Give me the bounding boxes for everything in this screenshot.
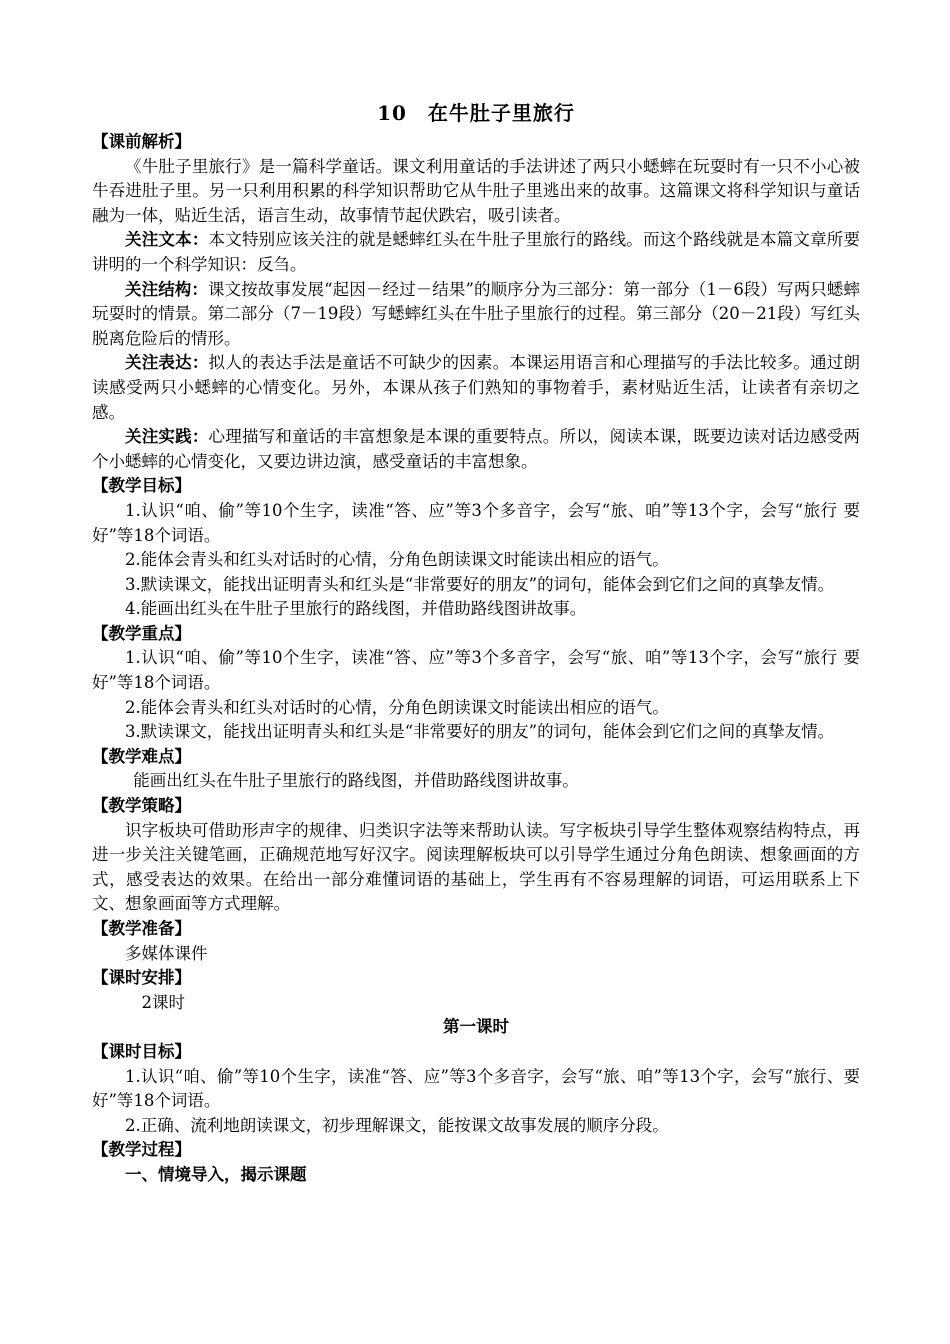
keypoint-item: 3.默读课文，能找出证明青头和红头是“非常要好的朋友”的词句，能体会到它们之间的真挚友情。	[125, 722, 835, 742]
process-step-heading: 一、情境导入，揭示课题	[125, 1164, 307, 1184]
section-heading-prep: 【教学准备】	[92, 919, 191, 938]
analysis-item	[92, 351, 860, 425]
analysis-item-label: 关注文本：	[125, 230, 209, 250]
document-page	[92, 96, 860, 1188]
analysis-item-text: 本文特别应该关注的就是蟋蟀红头在牛肚子里旅行的路线。而这个路线就是本篇文章所要讲明的一个科学知识：反刍。	[92, 230, 861, 274]
lesson-title: 第一课时	[443, 1017, 509, 1037]
strategy-text: 识字板块可借助形声字的规律、归类识字法等来帮助认读。写字板块引导学生整体观察结构特点，再进一步关注关键笔画，正确规范地写好汉字。阅读理解板块可以引导学生通过分角色朗读、想象画面的方式，感受表达的效果。在给出一部分难懂词语的基础上，学生再有不容易理解的词语，可运用联系上下文、想象画面等方式理解。	[92, 820, 860, 914]
analysis-item	[92, 425, 860, 474]
section-heading-lesson-goals: 【课时目标】	[92, 1041, 191, 1061]
prep-text: 多媒体课件	[125, 943, 208, 963]
analysis-item-text: 心理描写和童话的丰富想象是本课的重要特点。所以，阅读本课，既要边读对话边感受两个小蟋蟀的心情变化，又要边讲边演，感受童话的丰富想象。	[92, 427, 861, 471]
schedule-text: 2课时	[141, 992, 185, 1012]
analysis-item-text: 课文按故事发展“起因－经过－结果”的顺序分为三部分：第一部分（1－6段）写两只蟋蟀玩耍时的情景。第二部分（7－19段）写蟋蟀红头在牛肚子里旅行的过程。第三部分（20－21段）写红头脱离危险后的情形。	[92, 279, 860, 348]
goal-item: 1.认识“咱、偷”等10个生字，读准“答、应”等3个多音字，会写“旅、咱”等13个字，会写“旅行 要好”等18个词语。	[92, 500, 860, 545]
section-heading-strategy: 【教学策略】	[92, 796, 191, 816]
difficulty-text: 能画出红头在牛肚子里旅行的路线图，并借助路线图讲故事。	[133, 771, 579, 791]
analysis-item-label: 关注结构：	[125, 279, 208, 299]
section-heading-difficulty: 【教学难点】	[92, 746, 191, 766]
analysis-item-label: 关注实践：	[125, 427, 209, 447]
lesson-goal-item: 2.正确、流利地朗读课文，初步理解课文，能按课文故事发展的顺序分段。	[125, 1115, 669, 1135]
page-title: 10 在牛肚子里旅行	[377, 101, 575, 125]
section-heading-process: 【教学过程】	[92, 1140, 191, 1160]
analysis-item	[92, 278, 860, 352]
goal-item: 3.默读课文，能找出证明青头和红头是“非常要好的朋友”的词句，能体会到它们之间的真挚友情。	[125, 574, 835, 594]
goal-item: 2.能体会青头和红头对话时的心情，分角色朗读课文时能读出相应的语气。	[125, 550, 669, 570]
section-heading-schedule: 【课时安排】	[92, 968, 191, 988]
section-heading-goals: 【教学目标】	[92, 476, 191, 496]
section-heading-analysis: 【课前解析】	[92, 132, 191, 151]
goal-item: 4.能画出红头在牛肚子里旅行的路线图，并借助路线图讲故事。	[125, 599, 587, 619]
section-heading-keypoints: 【教学重点】	[92, 623, 191, 643]
lesson-goal-item: 1.认识“咱、偷”等10个生字，读准“答、应”等3个多音字，会写“旅、咱”等13个字，会写“旅行、要好”等18个词语。	[92, 1066, 860, 1111]
keypoint-item: 2.能体会青头和红头对话时的心情，分角色朗读课文时能读出相应的语气。	[125, 697, 669, 717]
analysis-item-label: 关注表达：	[125, 353, 209, 373]
analysis-intro: 《牛肚子里旅行》是一篇科学童话。课文利用童话的手法讲述了两只小蟋蟀在玩耍时有一只不小心被牛吞进肚子里。另一只利用积累的科学知识帮助它从牛肚子里逃出来的故事。这篇课文将科学知识与童话融为一体，贴近生活，语言生动，故事情节起伏跌宕，吸引读者。	[92, 156, 860, 225]
analysis-item-text: 拟人的表达手法是童话不可缺少的因素。本课运用语言和心理描写的手法比较多。通过朗读感受两只小蟋蟀的心情变化。另外，本课从孩子们熟知的事物着手，素材贴近生活，让读者有亲切之感。	[92, 353, 861, 422]
keypoint-item: 1.认识“咱、偷”等10个生字，读准“答、应”等3个多音字，会写“旅、咱”等13个字，会写“旅行 要好”等18个词语。	[92, 648, 860, 693]
analysis-item	[92, 228, 860, 277]
